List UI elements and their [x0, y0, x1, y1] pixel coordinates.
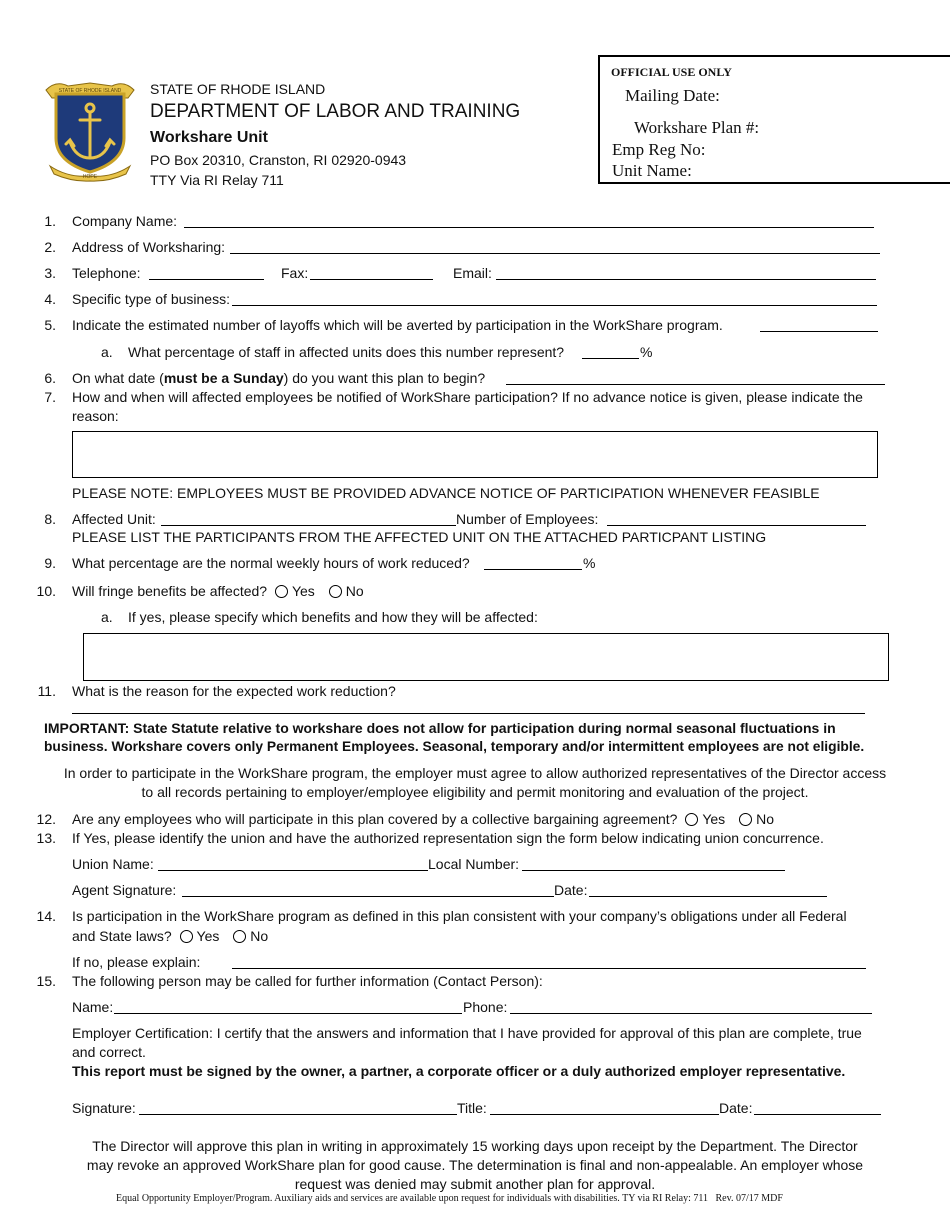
fax-label: Fax:: [281, 265, 309, 281]
revision-label: Rev. 07/17 MDF: [715, 1193, 783, 1204]
hours-reduced-suffix: %: [583, 555, 596, 571]
start-date-post: ) do you want this plan to begin?: [283, 370, 486, 386]
advance-notice-note: PLEASE NOTE: EMPLOYEES MUST BE PROVIDED ADVANCE NOTICE OF PARTICIPATION WHENEVER FEASIBLE: [72, 485, 820, 501]
q5a-letter: a.: [101, 344, 113, 360]
certification-line2: and correct.: [72, 1044, 146, 1060]
notification-textbox[interactable]: [72, 431, 878, 478]
start-date-bold: must be a Sunday: [163, 370, 284, 386]
q10-number: 10.: [36, 583, 56, 599]
important-line1: IMPORTANT: State Statute relative to workshare does not allow for participation during normal seasonal fluctuations in: [44, 720, 836, 736]
staff-percentage-suffix: %: [640, 344, 653, 360]
staff-percentage-label: What percentage of staff in affected units does this number represent?: [128, 344, 565, 360]
contact-name-label: Name:: [72, 999, 114, 1015]
q5-number: 5.: [44, 317, 56, 333]
unit-name: Workshare Unit: [150, 129, 268, 146]
business-type-field[interactable]: [232, 305, 877, 306]
q9-number: 9.: [44, 555, 56, 571]
affected-unit-field[interactable]: [161, 525, 456, 526]
start-date-label: [72, 369, 485, 387]
reduction-reason-field[interactable]: [72, 713, 865, 714]
fringe-benefits-label: Will fringe benefits be affected?: [72, 583, 268, 599]
q11-number: 11.: [37, 683, 56, 699]
business-type-label: Specific type of business:: [72, 291, 230, 307]
agent-date-label: Date:: [554, 882, 588, 898]
signature-date-label: Date:: [719, 1100, 753, 1116]
layoffs-averted-field[interactable]: [760, 331, 878, 332]
bargaining-row: [72, 810, 774, 828]
laws-question-line1: Is participation in the WorkShare program as defined in this plan consistent with your company’s obligations under all Federal: [72, 908, 847, 924]
department-tty: TTY Via RI Relay 711: [150, 172, 284, 188]
notification-question-line1: How and when will affected employees be notified of WorkShare participation? If no advance notice is given, please indicate the: [72, 389, 863, 405]
hours-reduced-field[interactable]: [484, 569, 582, 570]
worksharing-address-field[interactable]: [230, 253, 880, 254]
company-name-field[interactable]: [184, 227, 874, 228]
bargaining-yes-label: Yes: [702, 811, 726, 827]
director-approval-line3: request was denied may submit another plan for approval.: [294, 1176, 656, 1192]
signature-label: Signature:: [72, 1100, 136, 1116]
bargaining-no-label: No: [756, 811, 774, 827]
access-line1: In order to participate in the WorkShare program, the employer must agree to allow authorized representatives of the Director access: [63, 765, 887, 781]
certification-line1: Employer Certification: I certify that the answers and information that I have provided for approval of this plan are complete, true: [72, 1025, 862, 1041]
reduction-reason-label: What is the reason for the expected work reduction?: [72, 683, 396, 699]
explain-field[interactable]: [232, 968, 866, 969]
explain-label: If no, please explain:: [72, 954, 201, 970]
employee-count-label: Number of Employees:: [456, 511, 599, 527]
local-number-label: Local Number:: [428, 856, 520, 872]
employee-count-field[interactable]: [607, 525, 866, 526]
plan-number-label: Workshare Plan #:: [634, 118, 760, 137]
q14-number: 14.: [36, 908, 56, 924]
access-line2: to all records pertaining to employer/employee eligibility and permit monitoring and evaluation of the project.: [141, 784, 809, 800]
union-name-label: Union Name:: [72, 856, 154, 872]
start-date-field[interactable]: [506, 384, 885, 385]
fringe-yes-label: Yes: [291, 583, 315, 599]
q1-number: 1.: [44, 213, 56, 229]
worksharing-address-label: Address of Worksharing:: [72, 239, 226, 255]
q12-number: 12.: [36, 811, 56, 827]
agent-date-field[interactable]: [589, 896, 827, 897]
laws-no-radio[interactable]: [233, 930, 246, 943]
q8-number: 8.: [44, 511, 56, 527]
important-line2: business. Workshare covers only Permanent Employees. Seasonal, temporary and/or intermittent employees are not eligible.: [44, 739, 865, 754]
q3-number: 3.: [44, 265, 56, 281]
fringe-no-radio[interactable]: [329, 585, 342, 598]
contact-phone-field[interactable]: [510, 1013, 872, 1014]
seal-text-bottom: HOPE: [82, 174, 98, 180]
fax-field[interactable]: [310, 279, 433, 280]
company-name-label: Company Name:: [72, 213, 178, 229]
state-name: STATE OF RHODE ISLAND: [150, 81, 326, 97]
mailing-date-label: Mailing Date:: [625, 86, 720, 105]
q6-number: 6.: [44, 370, 56, 386]
signature-field[interactable]: [139, 1114, 457, 1115]
agent-signature-label: Agent Signature:: [72, 882, 177, 898]
q10a-letter: a.: [101, 609, 113, 625]
hours-reduced-label: What percentage are the normal weekly hours of work reduced?: [72, 555, 470, 571]
affected-unit-label: Affected Unit:: [72, 511, 156, 527]
local-number-field[interactable]: [522, 870, 785, 871]
title-label: Title:: [457, 1100, 487, 1116]
q13-number: 13.: [36, 830, 56, 846]
eeo-text: Equal Opportunity Employer/Program. Auxiliary aids and services are available upon request for individuals with disabilities. TY via RI Relay: 711: [116, 1193, 709, 1204]
fringe-no-label: No: [345, 583, 364, 599]
department-name: DEPARTMENT OF LABOR AND TRAINING: [150, 101, 521, 122]
contact-person-label: The following person may be called for further information (Contact Person):: [72, 973, 543, 989]
fringe-yes-radio[interactable]: [275, 585, 288, 598]
eeo-statement: [116, 1192, 783, 1205]
telephone-field[interactable]: [149, 279, 264, 280]
unit-name-label: Unit Name:: [612, 161, 692, 180]
bargaining-no-radio[interactable]: [739, 813, 752, 826]
director-approval-line2: may revoke an approved WorkShare plan for good cause. The determination is final and non-appealable. An employer whose: [86, 1157, 864, 1173]
staff-percentage-field[interactable]: [582, 358, 639, 359]
notification-question-line2: reason:: [72, 408, 119, 424]
bargaining-label: Are any employees who will participate in this plan covered by a collective bargaining agreement?: [72, 811, 678, 827]
email-label: Email:: [453, 265, 492, 281]
q4-number: 4.: [44, 291, 56, 307]
benefits-affected-textbox[interactable]: [83, 633, 889, 681]
bargaining-yes-radio[interactable]: [685, 813, 698, 826]
director-approval-line1: The Director will approve this plan in writing in approximately 15 working days upon receipt by the Department. The Director: [92, 1138, 858, 1154]
participant-listing-note: PLEASE LIST THE PARTICIPANTS FROM THE AFFECTED UNIT ON THE ATTACHED PARTICPANT LISTING: [72, 529, 767, 545]
union-instructions: If Yes, please identify the union and have the authorized representation sign the form below indicating union concurrence.: [72, 830, 824, 846]
union-name-field[interactable]: [158, 870, 428, 871]
start-date-pre: On what date (: [72, 370, 164, 386]
laws-question-line2: and State laws?: [72, 928, 172, 944]
fringe-benefits-row: [72, 582, 364, 600]
contact-phone-label: Phone:: [463, 999, 508, 1015]
signature-requirement: This report must be signed by the owner, a partner, a corporate officer or a duly authorized employer representative.: [72, 1063, 846, 1079]
email-field[interactable]: [496, 279, 876, 280]
laws-yes-radio[interactable]: [180, 930, 193, 943]
seal-text-top: STATE OF RHODE ISLAND: [58, 88, 122, 94]
laws-yes-label: Yes: [196, 928, 220, 944]
q2-number: 2.: [44, 239, 56, 255]
benefits-affected-label: If yes, please specify which benefits and how they will be affected:: [128, 609, 538, 625]
telephone-label: Telephone:: [72, 265, 141, 281]
title-field[interactable]: [490, 1114, 719, 1115]
laws-row: [72, 927, 268, 945]
laws-no-label: No: [250, 928, 269, 944]
q15-number: 15.: [36, 973, 56, 989]
department-address: PO Box 20310, Cranston, RI 02920-0943: [150, 152, 407, 168]
q7-number: 7.: [44, 389, 56, 405]
anchor-seal-icon: [42, 78, 138, 182]
official-use-title: OFFICIAL USE ONLY: [611, 65, 732, 79]
state-seal: [42, 78, 138, 182]
layoffs-averted-label: Indicate the estimated number of layoffs which will be averted by participation in the WorkShare program.: [72, 317, 723, 333]
agent-signature-field[interactable]: [182, 896, 554, 897]
emp-reg-label: Emp Reg No:: [612, 140, 706, 159]
contact-name-field[interactable]: [114, 1013, 462, 1014]
signature-date-field[interactable]: [754, 1114, 881, 1115]
